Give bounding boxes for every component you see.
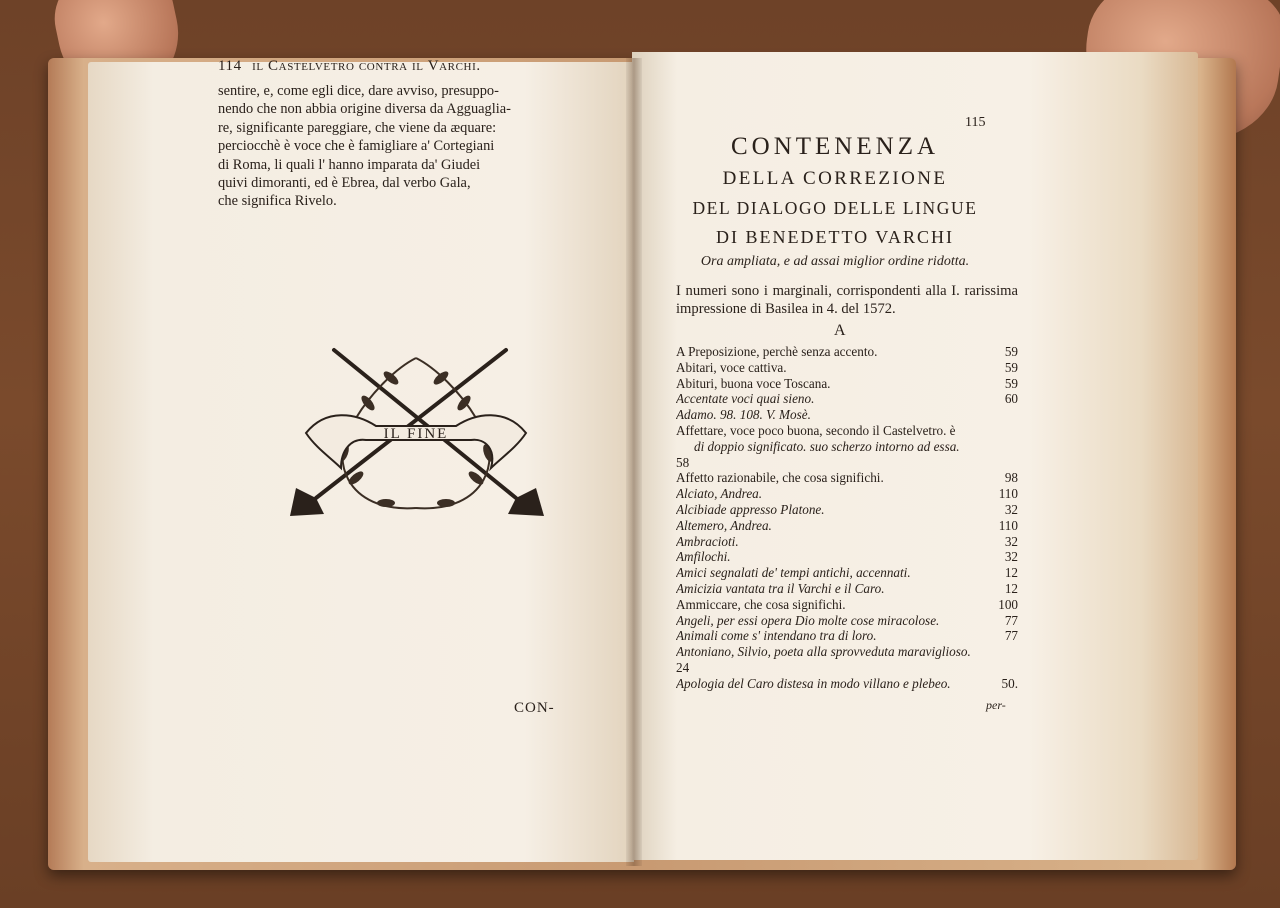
running-head-title: il Castelvetro contra il Varchi. — [252, 58, 481, 74]
body-line: nendo che non abbia origine diversa da Agguagliа- — [218, 101, 511, 118]
index-entry: Amicizia vantata tra il Varchi e il Caro. 12 — [676, 580, 1018, 596]
index-entry: Abitari, voce cattiva. 59 — [676, 359, 1018, 375]
index-entry: Affettare, voce poco buona, secondo il Castelvetro. è — [676, 422, 956, 438]
body-line: che significa Rivelo. — [218, 193, 337, 210]
left-page-number: 114 — [218, 58, 242, 74]
svg-text:IL FINE: IL FINE — [383, 426, 449, 442]
index-list — [676, 344, 1018, 692]
title-line: DELLA CORREZIONE — [722, 168, 948, 189]
body-line: re, significante pareggiare, che viene da æquare: — [218, 119, 497, 136]
index-title — [640, 130, 1030, 270]
index-entry-page-runover: 24 — [676, 659, 690, 675]
index-entry-page-runover: 58 — [676, 454, 690, 470]
index-entry: Alcibiade appresso Platone. 32 — [676, 501, 1018, 517]
index-entry: Alciato, Andrea. 110 — [676, 486, 1018, 502]
body-line: sentire, e, come egli dice, dare avviso, presuppo- — [218, 83, 499, 99]
title-line: CONTENENZA — [730, 133, 940, 160]
left-body-text — [218, 82, 590, 211]
left-catchword: CON- — [514, 700, 555, 716]
left-running-head — [218, 58, 481, 75]
title-line: DEL DIALOGO DELLE LINGUE — [692, 198, 978, 218]
body-line: quivi dimoranti, ed è Ebrea, dal verbo Gala, — [218, 175, 471, 192]
index-entry: Altemero, Andrea. 110 — [676, 517, 1018, 533]
index-entry: Adamo. 98. 108. V. Mosè. — [676, 407, 811, 423]
right-page-number: 115 — [965, 115, 986, 130]
section-letter: A — [834, 322, 846, 339]
index-entry: Amfilochi. 32 — [676, 549, 1018, 565]
index-entry: Animali come s' intendano tra di loro. 77 — [676, 628, 1018, 644]
index-entry: Accentate voci quai sieno. 60 — [676, 391, 1018, 407]
index-entry: Affetto razionabile, che cosa significhi. 98 — [676, 470, 1018, 486]
index-entry-continuation: di doppio significato. suo scherzo intorno ad essa. — [694, 438, 960, 454]
index-entry: A Preposizione, perchè senza accento. 59 — [676, 344, 1018, 359]
index-entry: Abituri, buona voce Toscana. 59 — [676, 375, 1018, 391]
index-entry: Angeli, per essi opera Dio molte cose miracolose. 77 — [676, 612, 1018, 628]
title-line: DI BENEDETTO VARCHI — [715, 227, 954, 247]
subtitle: Ora ampliata, e ad assai miglior ordine ridotta. — [700, 254, 970, 269]
index-entry: Apologia del Caro distesa in modo villano e plebeo. 50. — [676, 675, 1018, 691]
index-entry: Ambracioti. 32 — [676, 533, 1018, 549]
numbering-note: I numeri sono i marginali, corrispondenti alla I. rarissima impressione di Basilea in 4. del 1572. — [676, 283, 1018, 317]
il-fine-ornament-icon — [286, 338, 546, 528]
index-entry: Ammiccare, che cosa significhi. 100 — [676, 596, 1018, 612]
body-line: di Roma, li quali l' hanno imparata da' Giudei — [218, 156, 481, 173]
index-entry: Antoniano, Silvio, poeta alla sprovveduta maraviglioso. — [676, 644, 971, 660]
index-entry: Amici segnalati de' tempi antichi, accennati. 12 — [676, 565, 1018, 581]
body-line: perciocchè è voce che è famigliare a' Cortegiani — [218, 138, 495, 155]
right-catchword: per- — [986, 698, 1006, 712]
